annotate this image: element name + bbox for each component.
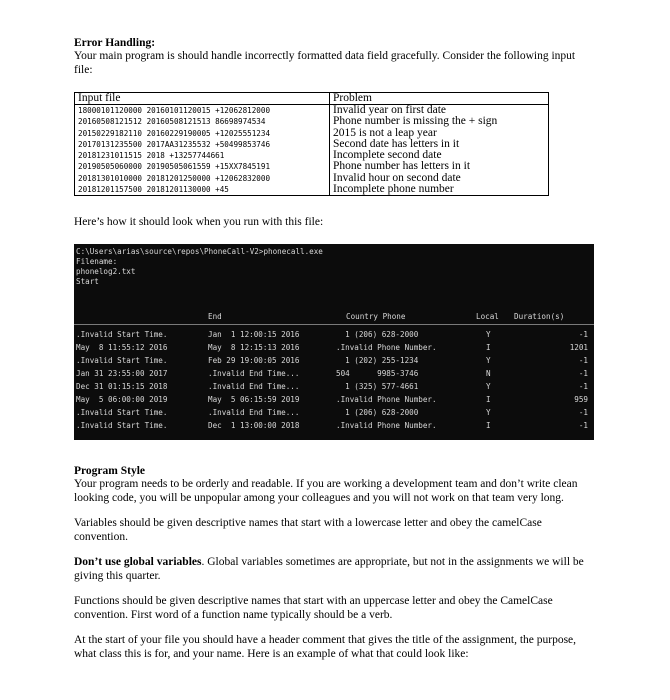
console-cell-local: Y <box>486 330 491 339</box>
console-cell-duration: -1 <box>578 356 588 365</box>
problem-line: Second date has letters in it <box>333 137 460 150</box>
console-cell-duration: 959 <box>574 395 588 404</box>
program-style-p1: Your program needs to be orderly and readable. If you are working a development team and don’t write clean looking code, you will be unpopular among your colleagues and you will not work on that team very long. <box>74 478 578 504</box>
program-style-section <box>74 464 594 661</box>
console-cell-start: .Invalid Start Time. <box>76 408 168 417</box>
input-cell <box>75 105 330 196</box>
col-problem-header: Problem <box>330 93 549 105</box>
console-cell-start: May 5 06:00:00 2019 <box>76 395 168 404</box>
console-prompt: C:\Users\arias\source\repos\PhoneCall-V2>phonecall.exe <box>76 247 323 256</box>
problem-line: Invalid year on first date <box>333 104 447 116</box>
console-cell-phone: 1 (325) 577-4661 <box>336 382 419 391</box>
program-style-p3-rest: . Global variables sometimes are appropriate, but not in the assignments we will be giving this quarter. <box>74 556 584 582</box>
input-line: 20181301010000 20181201250000 +12062832000 <box>78 173 271 183</box>
console-cell-local: I <box>486 395 491 404</box>
console-cell-phone: 1 (206) 628-2000 <box>336 330 419 339</box>
console-cell-local: Y <box>486 356 491 365</box>
console-header-end: End <box>208 312 222 321</box>
console-header-divider <box>74 324 594 325</box>
console-cell-local: Y <box>486 408 491 417</box>
program-style-p4: Functions should be given descriptive names that start with an uppercase letter and obey the CamelCase convention. First word of a function name typically should be a verb. <box>74 595 553 621</box>
program-style-heading: Program Style <box>74 465 146 477</box>
input-line: 20190505060000 20190505061559 +15XX7845191 <box>78 162 271 172</box>
console-cell-end: Jan 1 12:00:15 2016 <box>208 330 300 339</box>
console-cell-phone: .Invalid Phone Number. <box>336 395 437 404</box>
program-style-p2: Variables should be given descriptive names that start with a lowercase letter and obey the camelCase convention. <box>74 517 542 543</box>
console-filename-value: phonelog2.txt <box>76 267 136 276</box>
console-cell-duration: -1 <box>578 421 588 430</box>
console-header-duration: Duration(s) <box>514 312 565 321</box>
error-handling-heading: Error Handling: <box>74 37 156 49</box>
console-cell-start: May 8 11:55:12 2016 <box>76 343 168 352</box>
program-style-p5: At the start of your file you should have a header comment that gives the title of the assignment, the purpose, what class this is for, and your name. Here is an example of what that could look like: <box>74 634 577 660</box>
console-header-start: Start <box>76 277 99 286</box>
input-line: 20150229182110 20160229190005 +12025551234 <box>78 128 271 138</box>
console-cell-local: Y <box>486 382 491 391</box>
console-cell-phone: .Invalid Phone Number. <box>336 343 437 352</box>
problem-line: Invalid hour on second date <box>333 171 461 184</box>
console-header-local: Local <box>476 312 499 321</box>
console-cell-start: .Invalid Start Time. <box>76 421 168 430</box>
problem-line: 2015 is not a leap year <box>333 126 437 139</box>
run-intro: Here’s how it should look when you run with this file: <box>74 216 324 228</box>
console-cell-end: Feb 29 19:00:05 2016 <box>208 356 300 365</box>
console-cell-phone: 1 (206) 628-2000 <box>336 408 419 417</box>
console-cell-start: .Invalid Start Time. <box>76 356 168 365</box>
console-cell-end: Dec 1 13:00:00 2018 <box>208 421 300 430</box>
program-style-p3 <box>74 556 594 583</box>
console-filename-label: Filename: <box>76 257 118 266</box>
console-cell-start: Dec 31 01:15:15 2018 <box>76 382 168 391</box>
console-cell-end: May 5 06:15:59 2019 <box>208 395 300 404</box>
console-cell-duration: -1 <box>578 408 588 417</box>
error-handling-section <box>74 36 594 77</box>
console-cell-duration: -1 <box>578 382 588 391</box>
problem-line: Phone number is missing the + sign <box>333 115 498 128</box>
console-cell-end: .Invalid End Time... <box>208 408 300 417</box>
console-cell-start: .Invalid Start Time. <box>76 330 168 339</box>
error-handling-intro: Your main program is should handle incorrectly formatted data field gracefully. Consider the following input file: <box>74 50 576 76</box>
console-cell-phone: .Invalid Phone Number. <box>336 421 437 430</box>
global-variables-warning: Don’t use global variables <box>74 556 202 568</box>
problem-cell <box>330 105 549 196</box>
console-cell-duration: -1 <box>578 369 588 378</box>
problem-line: Incomplete phone number <box>333 183 454 196</box>
console-cell-phone: 1 (202) 255-1234 <box>336 356 419 365</box>
input-line: 18000101120000 20160101120015 +12062812000 <box>78 106 271 115</box>
input-line: 20181201157500 20181201130000 +45 <box>78 185 229 195</box>
console-cell-end: May 8 12:15:13 2016 <box>208 343 300 352</box>
problem-line: Incomplete second date <box>333 149 442 162</box>
input-line: 20170131235500 2017AA31235532 +50499853746 <box>78 139 271 149</box>
console-cell-local: N <box>486 369 491 378</box>
console-cell-start: Jan 31 23:55:00 2017 <box>76 369 168 378</box>
input-line: 20181231011515 2018 +13257744661 <box>78 151 225 161</box>
console-cell-phone: 504 9985-3746 <box>336 369 419 378</box>
console-cell-local: I <box>486 343 491 352</box>
input-problem-table <box>74 92 549 196</box>
input-line: 20160508121512 20160508121513 86698974534 <box>78 117 266 127</box>
console-cell-end: .Invalid End Time... <box>208 382 300 391</box>
console-output <box>74 244 594 440</box>
console-cell-local: I <box>486 421 491 430</box>
console-cell-duration: 1201 <box>569 343 588 352</box>
console-cell-duration: -1 <box>578 330 588 339</box>
console-cell-end: .Invalid End Time... <box>208 369 300 378</box>
console-header-country-phone: Country Phone <box>346 312 406 321</box>
col-input-header: Input file <box>75 93 330 105</box>
problem-line: Phone number has letters in it <box>333 160 471 173</box>
